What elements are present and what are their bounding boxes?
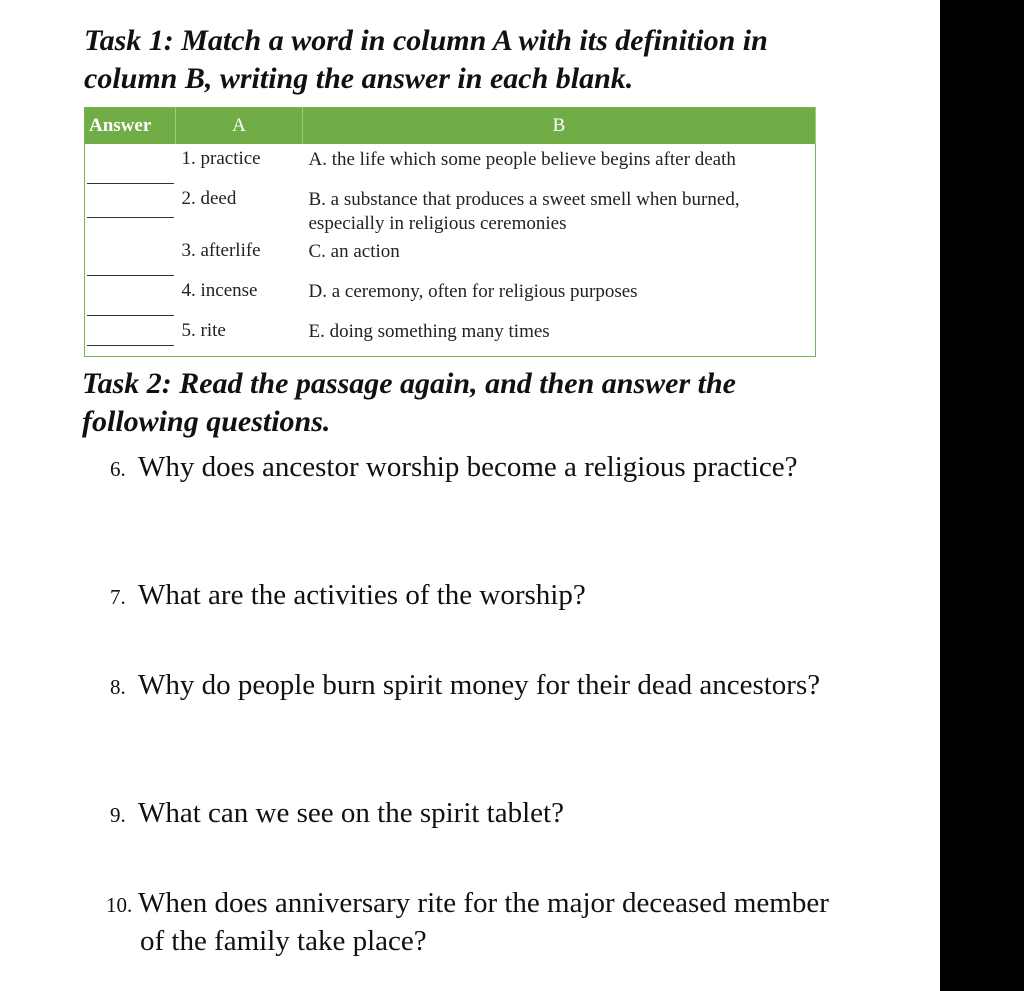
question-list	[106, 448, 830, 960]
question-text: When does anniversary rite for the major deceased member of the family take place?	[138, 887, 829, 957]
question-item	[110, 576, 830, 666]
word-cell: 3. afterlife	[181, 240, 261, 261]
table-row	[85, 276, 816, 316]
question-item	[106, 884, 830, 960]
question-text: Why do people burn spirit money for their dead ancestors?	[138, 669, 821, 701]
question-number: 9.	[110, 803, 126, 827]
word-cell: 5. rite	[181, 320, 226, 341]
definition-cell: B. a substance that produces a sweet smell when burned, especially in religious ceremonies	[308, 189, 740, 234]
question-item	[110, 448, 830, 576]
question-number: 6.	[110, 457, 126, 481]
question-text: Why does ancestor worship become a religious practice?	[138, 451, 798, 483]
task2-title: Task 2: Read the passage again, and then answer the following questions.	[82, 367, 736, 438]
blank-line	[87, 344, 174, 346]
table-row	[85, 316, 816, 357]
answer-blank[interactable]	[85, 276, 176, 316]
matching-table	[84, 107, 816, 357]
question-item	[110, 794, 830, 884]
answer-blank[interactable]	[85, 184, 176, 236]
table-row	[85, 236, 816, 276]
answer-blank[interactable]	[85, 236, 176, 276]
definition-cell: C. an action	[308, 241, 400, 262]
table-row	[85, 144, 816, 184]
table-row	[85, 184, 816, 236]
question-text: What can we see on the spirit tablet?	[138, 797, 564, 829]
definition-cell: A. the life which some people believe begins after death	[308, 149, 736, 170]
question-number: 8.	[110, 675, 126, 699]
answer-blank[interactable]	[85, 144, 176, 184]
table-header-row	[85, 108, 816, 145]
answer-blank[interactable]	[85, 316, 176, 357]
blank-line	[87, 216, 174, 218]
definition-cell: E. doing something many times	[308, 321, 550, 342]
definition-cell: D. a ceremony, often for religious purposes	[308, 281, 638, 302]
word-cell: 4. incense	[181, 280, 258, 301]
question-number: 7.	[110, 585, 126, 609]
question-item	[110, 666, 830, 794]
column-a-header: A	[176, 108, 303, 145]
answer-column-header: Answer	[85, 108, 176, 145]
question-text: What are the activities of the worship?	[138, 579, 586, 611]
right-black-border	[940, 0, 1024, 991]
task1-title: Task 1: Match a word in column A with its definition in column B, writing the answer in each blank.	[84, 24, 768, 95]
word-cell: 2. deed	[181, 188, 237, 209]
question-number: 10.	[106, 893, 133, 917]
column-b-header: B	[303, 108, 816, 145]
word-cell: 1. practice	[181, 148, 261, 169]
